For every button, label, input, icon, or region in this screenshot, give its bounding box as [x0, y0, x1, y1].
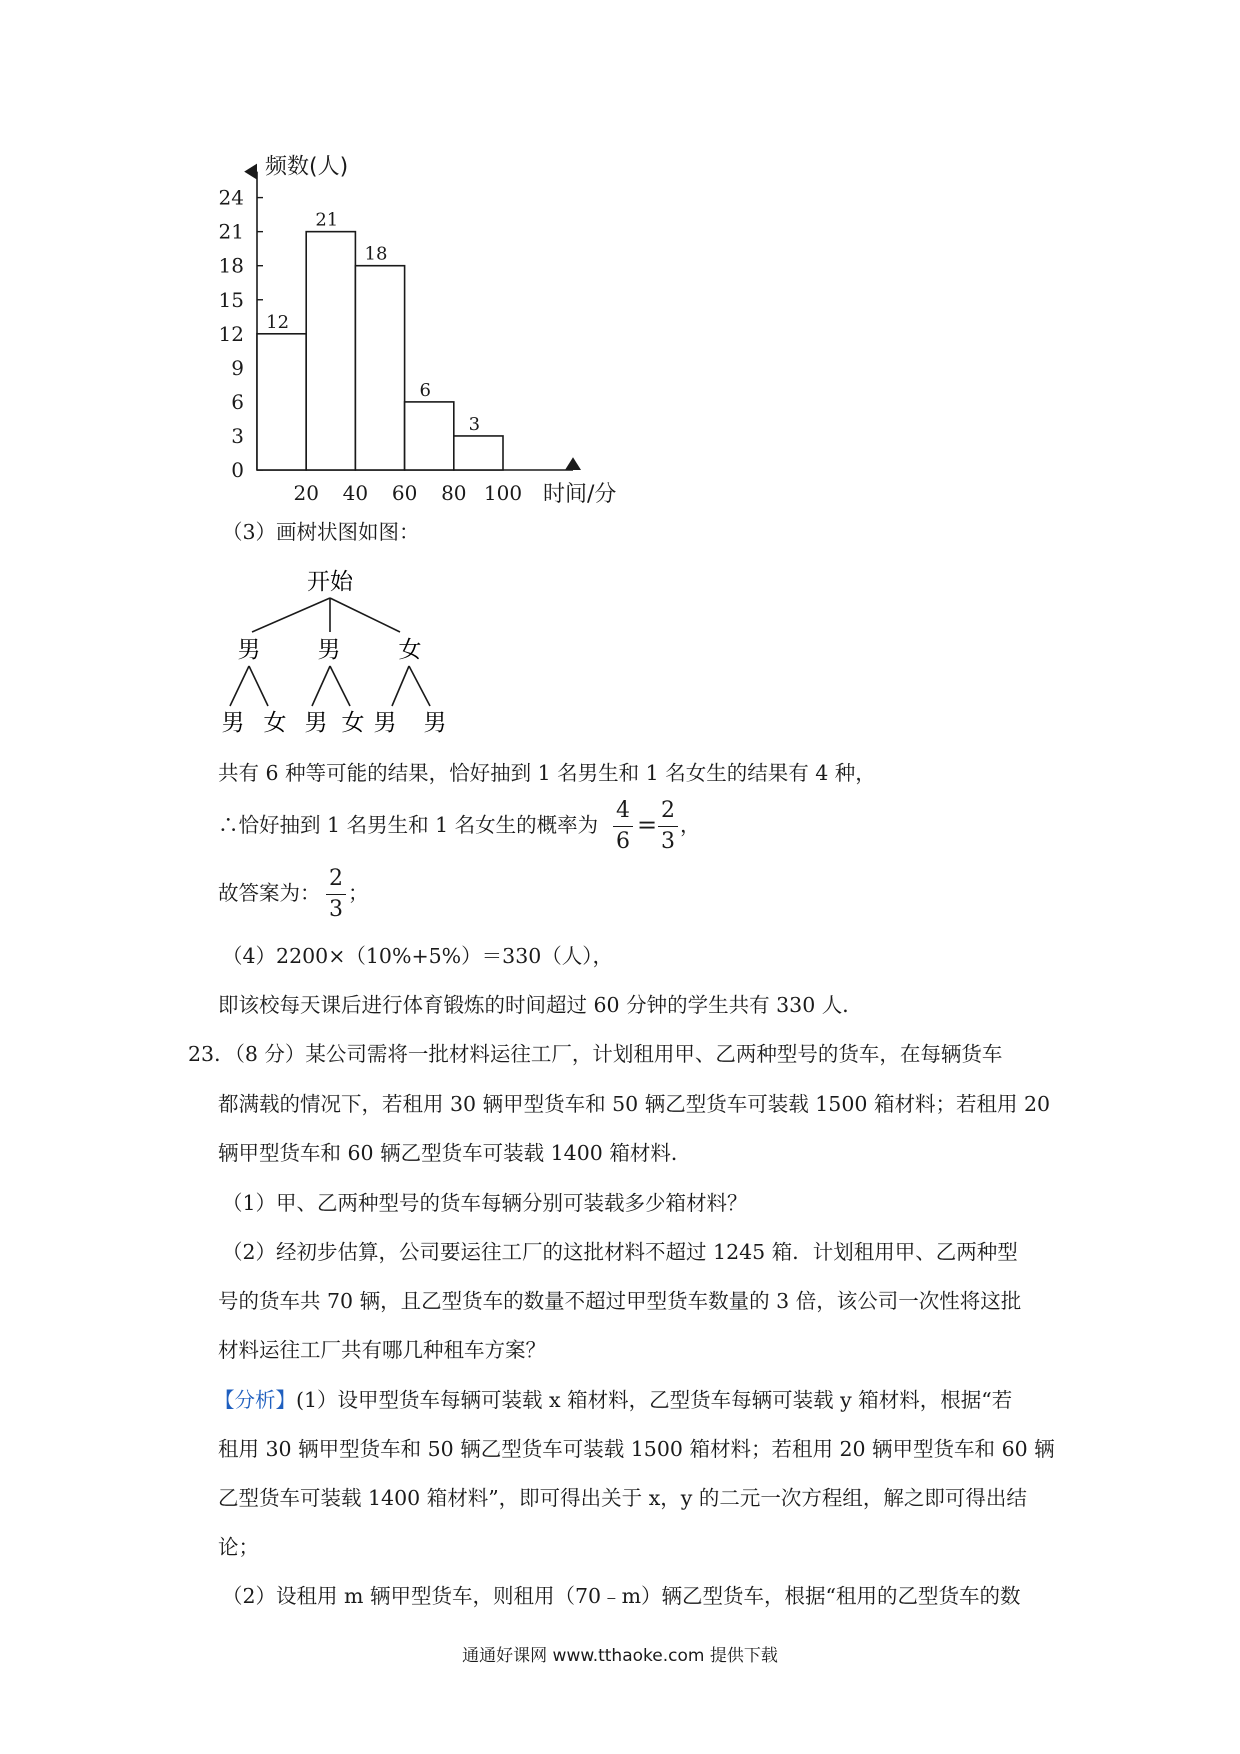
- x-axis-label: 时间/分: [543, 482, 617, 507]
- fraction-numerator: 4: [616, 798, 630, 823]
- analysis-line5: （2）设租用 m 辆甲型货车，则租用（70﹣m）辆乙型货车，根据“租用的乙型货车的数: [222, 1584, 1021, 1608]
- x-tick-label: 100: [483, 481, 523, 505]
- x-tick-label: 60: [391, 481, 418, 505]
- x-tick-label: 40: [342, 481, 369, 505]
- tree-level2-node: 男: [304, 710, 328, 736]
- p4-line1: （4）2200×（10%+5%）＝330（人），: [222, 944, 614, 968]
- y-tick-label: 15: [218, 287, 244, 312]
- tree-edges-level1: [252, 598, 400, 632]
- fraction-numerator: 2: [661, 798, 675, 823]
- p3-answer-label: 故答案为：: [218, 881, 321, 905]
- bar-data-label: 21: [315, 209, 339, 231]
- y-axis-label: 频数(人): [265, 154, 349, 180]
- p3-fraction-4-6: [613, 798, 633, 855]
- histogram-bar: [257, 334, 306, 470]
- q23-line2: 都满载的情况下，若租用 30 辆甲型货车和 50 辆乙型货车可装载 1500 箱材料；若租用 20: [218, 1092, 1051, 1116]
- q23-line1: 23．（8 分）某公司需将一批材料运往工厂，计划租用甲、乙两种型号的货车，在每辆货车: [188, 1042, 1003, 1066]
- tree-level2-node: 女: [263, 710, 287, 736]
- p3-line2-end: ，: [680, 813, 701, 837]
- y-tick-label: 3: [231, 423, 244, 448]
- analysis-line2: 租用 30 辆甲型货车和 50 辆乙型货车可装载 1500 箱材料；若租用 20 辆甲型货车和 60 辆: [218, 1437, 1055, 1461]
- histogram-bar: [306, 232, 355, 470]
- y-tick-label: 6: [231, 389, 244, 414]
- y-tick-label: 24: [218, 185, 244, 210]
- fraction-denominator: 3: [329, 897, 343, 922]
- histogram-bar: [454, 436, 503, 470]
- analysis-text: (1）设甲型货车每辆可装载 x 箱材料，乙型货车每辆可装载 y 箱材料，根据“若: [296, 1388, 1013, 1412]
- tree-level1-node: 女: [398, 637, 422, 663]
- p3-answer-fraction: [326, 866, 346, 923]
- tree-level2-node: 男: [423, 710, 447, 736]
- p4-line2: 即该校每天课后进行体育锻炼的时间超过 60 分钟的学生共有 330 人．: [218, 993, 863, 1017]
- histogram-bar: [405, 402, 454, 470]
- tree-level1-node: 男: [317, 637, 341, 663]
- q23-sub1: （1）甲、乙两种型号的货车每辆分别可装载多少箱材料？: [222, 1191, 748, 1215]
- tree-level2-node: 男: [221, 710, 245, 736]
- fraction-denominator: 3: [661, 829, 675, 854]
- fraction-denominator: 6: [616, 829, 630, 854]
- analysis-line1: [214, 1385, 1012, 1415]
- page-footer: 通通好课网 www.tthaoke.com 提供下载: [462, 1646, 778, 1666]
- p3-equals: =: [637, 811, 658, 839]
- bar-data-label: 18: [364, 243, 388, 265]
- y-tick-label: 0: [231, 458, 244, 482]
- y-tick-label: 21: [218, 219, 244, 244]
- tree-level1-node: 男: [237, 637, 261, 663]
- bar-data-label: 3: [468, 413, 481, 435]
- x-tick-label: 80: [441, 481, 467, 505]
- frequency-histogram: [0, 0, 1240, 520]
- p3-answer-end: ；: [348, 881, 369, 905]
- q23-line3: 辆甲型货车和 60 辆乙型货车可装载 1400 箱材料．: [218, 1141, 692, 1165]
- analysis-line4: 论；: [218, 1535, 259, 1559]
- q23-sub2-line3: 材料运往工厂共有哪几种租车方案？: [218, 1338, 546, 1362]
- analysis-line3: 乙型货车可装载 1400 箱材料”，即可得出关于 x，y 的二元一次方程组，解之即可得出结: [218, 1486, 1027, 1510]
- p3-line1: 共有 6 种等可能的结果，恰好抽到 1 名男生和 1 名女生的结果有 4 种，: [218, 761, 876, 785]
- bar-data-label: 12: [266, 311, 290, 333]
- bar-data-label: 6: [419, 379, 431, 401]
- y-tick-label: 9: [231, 355, 244, 380]
- tree-edges-level2: [230, 666, 430, 706]
- tree-level2-node: 女: [341, 710, 365, 736]
- p3-probability-text: ∴恰好抽到 1 名男生和 1 名女生的概率为: [218, 813, 599, 837]
- q23-sub2-line1: （2）经初步估算，公司要运往工厂的这批材料不超过 1245 箱．计划租用甲、乙两种型: [222, 1240, 1018, 1264]
- y-tick-label: 18: [218, 253, 244, 278]
- y-tick-label: 12: [218, 321, 244, 346]
- p3-fraction-2-3: [658, 798, 678, 855]
- q23-sub2-line2: 号的货车共 70 辆，且乙型货车的数量不超过甲型货车数量的 3 倍，该公司一次性将这批: [218, 1289, 1022, 1313]
- analysis-tag: 【分析】: [214, 1388, 296, 1412]
- x-tick-label: 20: [293, 481, 319, 505]
- tree-level2-node: 男: [373, 710, 397, 736]
- p3-title: （3）画树状图如图：: [222, 520, 420, 544]
- tree-root: 开始: [307, 569, 353, 595]
- histogram-bar: [355, 266, 404, 470]
- fraction-numerator: 2: [329, 866, 343, 891]
- tree-diagram: [0, 560, 600, 740]
- p3-line2: [218, 810, 598, 840]
